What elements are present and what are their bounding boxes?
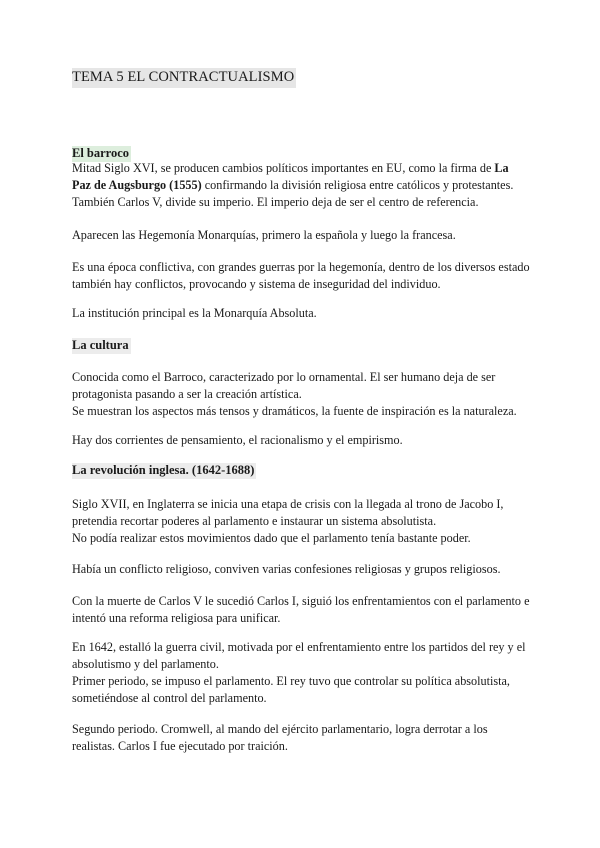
section-heading-revolucion: La revolución inglesa. (1642-1688)	[72, 463, 255, 477]
paragraph-cultura	[72, 369, 542, 420]
text-line: intentó una reforma religiosa para unificar.	[72, 611, 281, 625]
text-line: Se muestran los aspectos más tensos y dramáticos, la fuente de inspiración es la naturaleza.	[72, 404, 517, 418]
text-line: Conocida como el Barroco, caracterizado por lo ornamental. El ser humano deja de ser	[72, 370, 496, 384]
text-line: Siglo XVII, en Inglaterra se inicia una etapa de crisis con la llegada al trono de Jacobo I,	[72, 497, 504, 511]
text-line: Aparecen las Hegemonía Monarquías, primero la española y luego la francesa.	[72, 228, 456, 242]
paragraph-corrientes	[72, 432, 542, 449]
text-line	[72, 177, 542, 194]
paragraph-conflictiva	[72, 259, 542, 293]
text-line: No podía realizar estos movimientos dado que el parlamento tenía bastante poder.	[72, 531, 471, 545]
paragraph-carlos-i	[72, 593, 542, 627]
text-line: Es una época conflictiva, con grandes guerras por la hegemonía, dentro de los diversos estado	[72, 260, 530, 274]
paragraph-siglo-xvii	[72, 496, 542, 547]
section-heading-cultura: La cultura	[72, 338, 129, 352]
text-line: también hay conflictos, provocando y sistema de inseguridad del individuo.	[72, 277, 441, 291]
text-line: sometiéndose al control del parlamento.	[72, 691, 267, 705]
paragraph-segundo-periodo	[72, 721, 542, 755]
text-line	[72, 160, 542, 177]
text-line: Primer periodo, se impuso el parlamento. El rey tuvo que controlar su política absolutista,	[72, 674, 510, 688]
text-line: pretendia recortar poderes al parlamento e instaurar un sistema absolutista.	[72, 514, 437, 528]
bold-text: Paz de Augsburgo (1555)	[72, 178, 202, 192]
text-line: absolutismo y del parlamento.	[72, 657, 219, 671]
bold-text: La	[494, 161, 509, 175]
text-line: También Carlos V, divide su imperio. El imperio deja de ser el centro de referencia.	[72, 195, 479, 209]
text-run: Mitad Siglo XVI, se producen cambios políticos importantes en EU, como la firma de	[72, 161, 495, 175]
paragraph-hegemonia	[72, 227, 542, 244]
text-line: La institución principal es la Monarquía Absoluta.	[72, 306, 317, 320]
text-line: Hay dos corrientes de pensamiento, el racionalismo y el empirismo.	[72, 433, 403, 447]
text-run: confirmando la división religiosa entre católicos y protestantes.	[201, 178, 514, 192]
paragraph-conflicto-religioso	[72, 561, 542, 578]
text-line: Había un conflicto religioso, conviven varias confesiones religiosas y grupos religiosos.	[72, 562, 501, 576]
text-line: protagonista pasando a ser la creación artística.	[72, 387, 302, 401]
text-line: En 1642, estalló la guerra civil, motivada por el enfrentamiento entre los partidos del rey y el	[72, 640, 526, 654]
paragraph-guerra-civil	[72, 639, 542, 707]
paragraph-barroco-intro	[72, 160, 542, 211]
page-title: TEMA 5 EL CONTRACTUALISMO	[72, 68, 296, 88]
paragraph-institucion	[72, 305, 542, 322]
text-line: Segundo periodo. Cromwell, al mando del ejército parlamentario, logra derrotar a los	[72, 722, 488, 736]
text-line: realistas. Carlos I fue ejecutado por traición.	[72, 739, 288, 753]
text-line: Con la muerte de Carlos V le sucedió Carlos I, siguió los enfrentamientos con el parlamento e	[72, 594, 530, 608]
section-heading-barroco: El barroco	[72, 146, 130, 160]
